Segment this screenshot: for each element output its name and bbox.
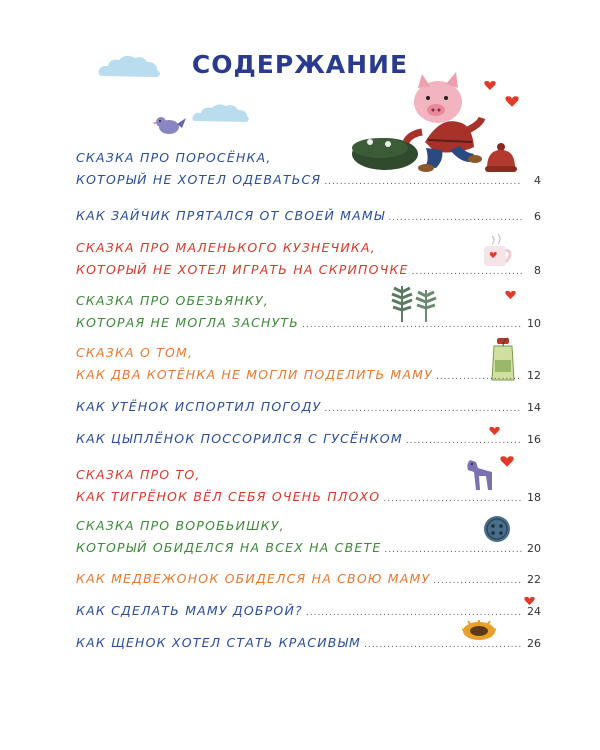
toc-entry-text: СКАЗКА ПРО ОБЕЗЬЯНКУ,: [76, 293, 269, 308]
toc-entry[interactable]: [76, 603, 541, 625]
page-number: 10: [527, 317, 541, 330]
toc-entry[interactable]: [76, 293, 541, 337]
toc-entry-line: [76, 240, 541, 262]
dot-leader: [324, 177, 522, 187]
toc-entry-line: [76, 293, 541, 315]
dot-leader: [302, 320, 522, 330]
toc-entry[interactable]: [76, 431, 541, 453]
page-title: СОДЕРЖАНИЕ: [191, 50, 409, 79]
toc-entry-text: КОТОРЫЙ НЕ ХОТЕЛ ИГРАТЬ НА СКРИПОЧКЕ: [76, 262, 409, 277]
toc-entry-text: СКАЗКА ПРО ПОРОСЁНКА,: [76, 150, 272, 165]
toc-entry-line: [76, 399, 541, 421]
page-number: 12: [527, 369, 541, 382]
dot-leader: [412, 267, 522, 277]
dot-leader: [384, 545, 522, 555]
toc-entry-text: КАК ЦЫПЛЁНОК ПОССОРИЛСЯ С ГУСЁНКОМ: [76, 431, 403, 446]
toc-entry-text: КАК ЩЕНОК ХОТЕЛ СТАТЬ КРАСИВЫМ: [76, 635, 361, 650]
page-number: 22: [527, 573, 541, 586]
toc-entry-line: [76, 367, 541, 389]
toc-entry-text: КОТОРЫЙ ОБИДЕЛСЯ НА ВСЕХ НА СВЕТЕ: [76, 540, 382, 555]
dot-leader: [436, 372, 522, 382]
toc-entry[interactable]: [76, 635, 541, 657]
page-number: 26: [527, 637, 541, 650]
page-number: 4: [534, 174, 541, 187]
toc-entry-line: [76, 489, 541, 511]
toc-entry-line: [76, 431, 541, 453]
heart-icon: [484, 80, 496, 91]
toc-entry-text: СКАЗКА ПРО МАЛЕНЬКОГО КУЗНЕЧИКА,: [76, 240, 376, 255]
dot-leader: [433, 576, 522, 586]
toc-entry-text: КОТОРАЯ НЕ МОГЛА ЗАСНУТЬ: [76, 315, 300, 330]
toc-entry[interactable]: [76, 345, 541, 389]
toc-entry[interactable]: [76, 208, 541, 230]
toc-entry-line: [76, 172, 541, 194]
dot-leader: [364, 640, 522, 650]
toc-entry-text: СКАЗКА О ТОМ,: [76, 345, 194, 360]
page-number: 24: [527, 605, 541, 618]
page-number: 16: [527, 433, 541, 446]
toc-entry-line: [76, 208, 541, 230]
cloud-icon: [190, 100, 252, 126]
toc-entry-line: [76, 262, 541, 284]
dot-leader: [324, 404, 522, 414]
toc-entry-text: КОТОРЫЙ НЕ ХОТЕЛ ОДЕВАТЬСЯ: [76, 172, 322, 187]
toc-entry-line: [76, 540, 541, 562]
bird-icon: [152, 112, 188, 138]
toc-entry-line: [76, 315, 541, 337]
toc-entry[interactable]: [76, 571, 541, 593]
page-number: 6: [534, 210, 541, 223]
toc-entry-text: СКАЗКА ПРО ВОРОБЬИШКУ,: [76, 518, 285, 533]
dot-leader: [383, 494, 522, 504]
toc-entry-line: [76, 603, 541, 625]
page-number: 14: [527, 401, 541, 414]
page-number: 20: [527, 542, 541, 555]
toc-entry-line: [76, 571, 541, 593]
toc-entry-line: [76, 467, 541, 489]
toc-entry-text: КАК ТИГРЁНОК ВЁЛ СЕБЯ ОЧЕНЬ ПЛОХО: [76, 489, 381, 504]
toc-entry-text: КАК СДЕЛАТЬ МАМУ ДОБРОЙ?: [76, 603, 303, 618]
toc-entry-line: [76, 518, 541, 540]
toc-entry[interactable]: [76, 150, 541, 194]
toc-entry[interactable]: [76, 467, 541, 511]
toc-entry-text: КАК УТЁНОК ИСПОРТИЛ ПОГОДУ: [76, 399, 322, 414]
toc-entry[interactable]: [76, 240, 541, 284]
dot-leader: [388, 213, 522, 223]
toc-entry-text: КАК ДВА КОТЁНКА НЕ МОГЛИ ПОДЕЛИТЬ МАМУ: [76, 367, 433, 382]
toc-entry[interactable]: [76, 518, 541, 562]
dot-leader: [406, 436, 522, 446]
toc-entry-line: [76, 635, 541, 657]
page-number: 18: [527, 491, 541, 504]
toc-entry-text: КАК МЕДВЕЖОНОК ОБИДЕЛСЯ НА СВОЮ МАМУ: [76, 571, 431, 586]
toc-entry-text: КАК ЗАЙЧИК ПРЯТАЛСЯ ОТ СВОЕЙ МАМЫ: [76, 208, 386, 223]
heart-icon: [505, 95, 519, 108]
toc-entry-line: [76, 150, 541, 172]
toc-entry[interactable]: [76, 399, 541, 421]
page-number: 8: [534, 264, 541, 277]
toc-entry-line: [76, 345, 541, 367]
dot-leader: [306, 608, 522, 618]
toc-entry-text: СКАЗКА ПРО ТО,: [76, 467, 201, 482]
